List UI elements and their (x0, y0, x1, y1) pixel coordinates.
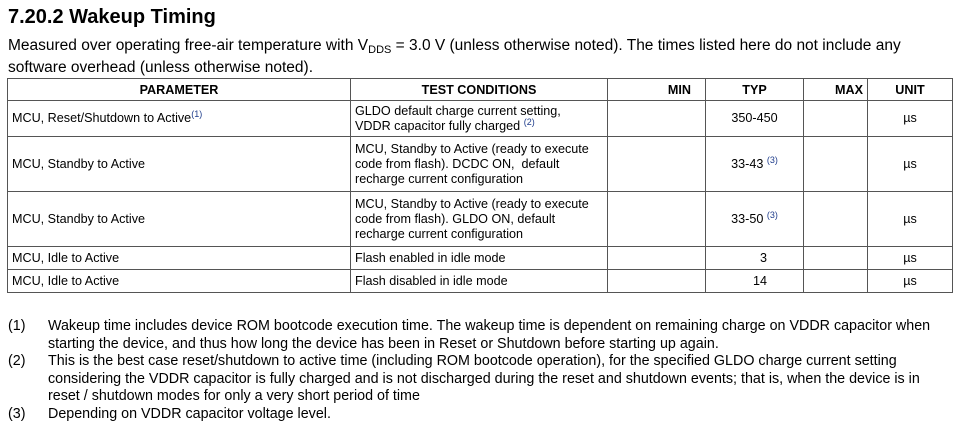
footnote-text: Wakeup time includes device ROM bootcode execution time. The wakeup time is dependent on remaining charge on VDDR capacitor when starting the device, and thus how long the device has been in Reset or Shutdown before starting up again. (48, 318, 931, 352)
table-row (8, 247, 953, 270)
typ-cell (706, 192, 804, 247)
parameter-text: MCU, Reset/Shutdown to Active (12, 111, 192, 125)
section-heading: 7.20.2 Wakeup Timing (8, 6, 216, 28)
condition-line: MCU, Standby to Active (ready to execute (355, 141, 589, 156)
condition-line: recharge current configuration (355, 171, 524, 186)
typ-cell (706, 137, 804, 192)
condition-line: recharge current configuration (355, 226, 524, 241)
header-test-conditions: TEST CONDITIONS (351, 79, 608, 101)
parameter-cell: MCU, Idle to Active (8, 270, 351, 293)
footnotes (8, 318, 952, 424)
min-cell (608, 192, 706, 247)
typ-value: 33-50 (731, 211, 764, 226)
footnote-item (8, 353, 952, 406)
unit-cell: µs (868, 101, 953, 137)
min-cell (608, 137, 706, 192)
max-cell (804, 137, 868, 192)
intro-subscript: DDS (368, 44, 392, 56)
parameter-cell: MCU, Idle to Active (8, 247, 351, 270)
condition-cell: Flash disabled in idle mode (351, 270, 608, 293)
table-row (8, 137, 953, 192)
table-row (8, 101, 953, 137)
condition-line: VDDR capacitor fully charged (355, 118, 521, 133)
typ-cell: 14 (706, 270, 804, 293)
header-min: MIN (608, 79, 706, 101)
max-cell (804, 192, 868, 247)
table-row (8, 270, 953, 293)
footnote-ref[interactable]: (3) (766, 209, 778, 220)
max-cell (804, 247, 868, 270)
typ-cell: 3 (706, 247, 804, 270)
condition-cell (351, 137, 608, 192)
parameter-cell: MCU, Standby to Active (8, 192, 351, 247)
footnote-text: Depending on VDDR capacitor voltage level. (48, 405, 331, 422)
typ-value: 350-450 (731, 111, 778, 125)
max-cell (804, 101, 868, 137)
footnote-ref[interactable]: (1) (191, 109, 203, 119)
condition-line: MCU, Standby to Active (ready to execute (355, 196, 589, 211)
header-unit: UNIT (868, 79, 953, 101)
unit-cell: µs (868, 247, 953, 270)
condition-cell (351, 101, 608, 137)
header-typ: TYP (706, 79, 804, 101)
parameter-cell (8, 101, 351, 137)
wakeup-timing-table (7, 78, 953, 293)
footnote-number: (2) (8, 353, 26, 370)
intro-text-end: = 3.0 V (unless otherwise noted). The times listed here do not include any software overhead (unless otherwise noted). (8, 37, 901, 76)
min-cell (608, 247, 706, 270)
footnote-ref[interactable]: (2) (523, 116, 535, 127)
max-cell (804, 270, 868, 293)
footnote-number: (1) (8, 318, 26, 334)
footnote-number: (3) (8, 405, 26, 422)
footnote-ref[interactable]: (3) (766, 154, 778, 165)
footnote-item (8, 318, 952, 353)
footnote-item (8, 406, 952, 424)
unit-cell: µs (868, 270, 953, 293)
intro-paragraph (8, 37, 952, 77)
intro-text-start: Measured over operating free-air temperature with V (8, 37, 369, 54)
condition-cell (351, 192, 608, 247)
condition-line: GLDO default charge current setting, (355, 103, 561, 118)
typ-value: 33-43 (731, 156, 764, 171)
header-max: MAX (804, 79, 868, 101)
unit-cell: µs (868, 137, 953, 192)
min-cell (608, 101, 706, 137)
table-header-row (8, 79, 953, 101)
condition-cell: Flash enabled in idle mode (351, 247, 608, 270)
table-row (8, 192, 953, 247)
parameter-cell: MCU, Standby to Active (8, 137, 351, 192)
footnote-text: This is the best case reset/shutdown to active time (including ROM bootcode operation), for the specified GLDO charge current setting considering the VDDR capacitor is fully charged and is not discharged during the reset and shutdown events; that is, when the device is in reset / shutdown modes for only a very short period of time (48, 353, 920, 405)
condition-line: code from flash). DCDC ON, default (355, 156, 560, 171)
header-parameter: PARAMETER (8, 79, 351, 101)
min-cell (608, 270, 706, 293)
typ-cell (706, 101, 804, 137)
unit-cell: µs (868, 192, 953, 247)
condition-line: code from flash). GLDO ON, default (355, 211, 556, 226)
